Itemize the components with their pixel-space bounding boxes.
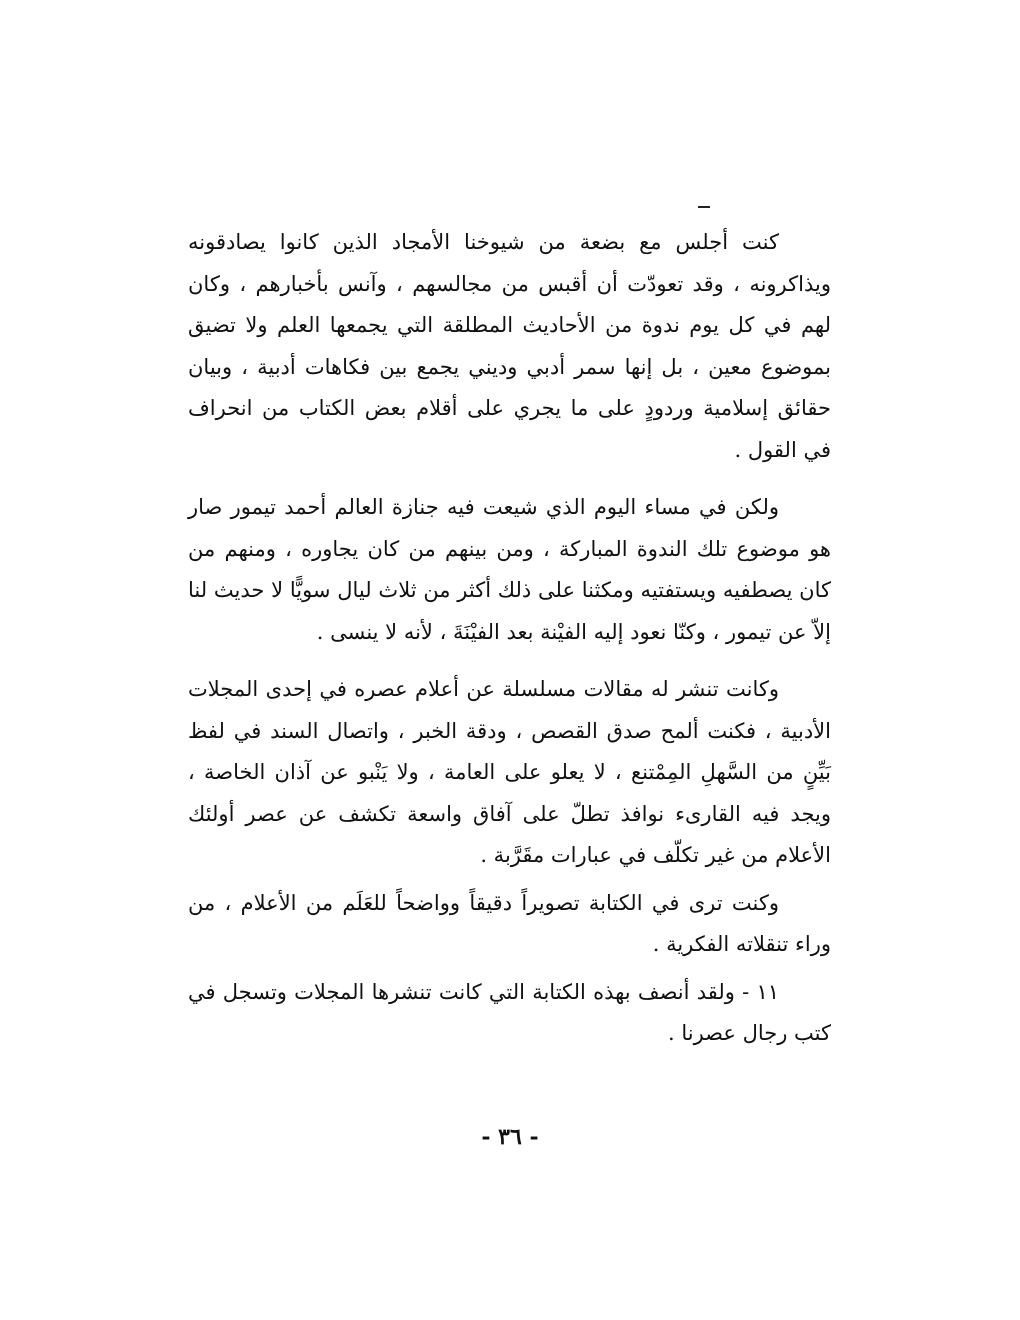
paragraph-2: ولكن في مساء اليوم الذي شيعت فيه جنازة العالم أحمد تيمور صار هو موضوع تلك الندوة المباركة ، ومن بينهم من كان يجاوره ، ومنهم من كان يصطفيه ويستفتيه ومكثنا على ذلك أكثر من ثلاث ليال سويًّا لا حديث لنا إلاّ عن تيمور ، وكنّا نعود إليه الفيْنة بعد الفيْنَةَ ، لأنه لا ينسى . <box>188 495 831 644</box>
paragraph-4: وكنت ترى في الكتابة تصويراً دقيقاً وواضحاً للعَلَم من الأعلام ، من وراء تنقلاته الفكرية . <box>188 890 831 956</box>
paragraph-3: وكانت تنشر له مقالات مسلسلة عن أعلام عصره في إحدى المجلات الأدبية ، فكنت ألمح صدق القصص ، ودقة الخبر ، واتصال السند في لفظ بَيِّنٍ من السَّهلِ المِمْتنع ، لا يعلو على العامة ، ولا يَنْبو عن آذان الخاصة ، ويجد فيه القارىء نوافذ تطلّ على آفاق واسعة تكشف عن عصر أولئك الأعلام من غير تكلّف في عبارات مقَرَّبة . <box>188 677 831 867</box>
paragraph-5: ١١ - ولقد أنصف بهذه الكتابة التي كانت تنشرها المجلات وتسجل في كتب رجال عصرنا . <box>188 979 831 1045</box>
header-dash-mark <box>698 206 710 208</box>
paragraph-1: كنت أجلس مع بضعة من شيوخنا الأمجاد الذين كانوا يصادقونه ويذاكرونه ، وقد تعودّت أن أقبس من مجالسهم ، وآنس بأخبارهم ، وكان لهم في كل يوم ندوة من الأحاديث المطلقة التي يجمعها العلم ولا تضيق بموضوع معين ، بل إنها سمر أدبي وديني يجمع بين فكاهات أدبية ، وبيان حقائق إسلامية وردودٍ على ما يجري على أقلام بعض الكتاب من انحراف في القول . <box>188 230 831 462</box>
page-number: - ٣٦ - <box>481 1124 539 1150</box>
body-text <box>188 222 831 1055</box>
